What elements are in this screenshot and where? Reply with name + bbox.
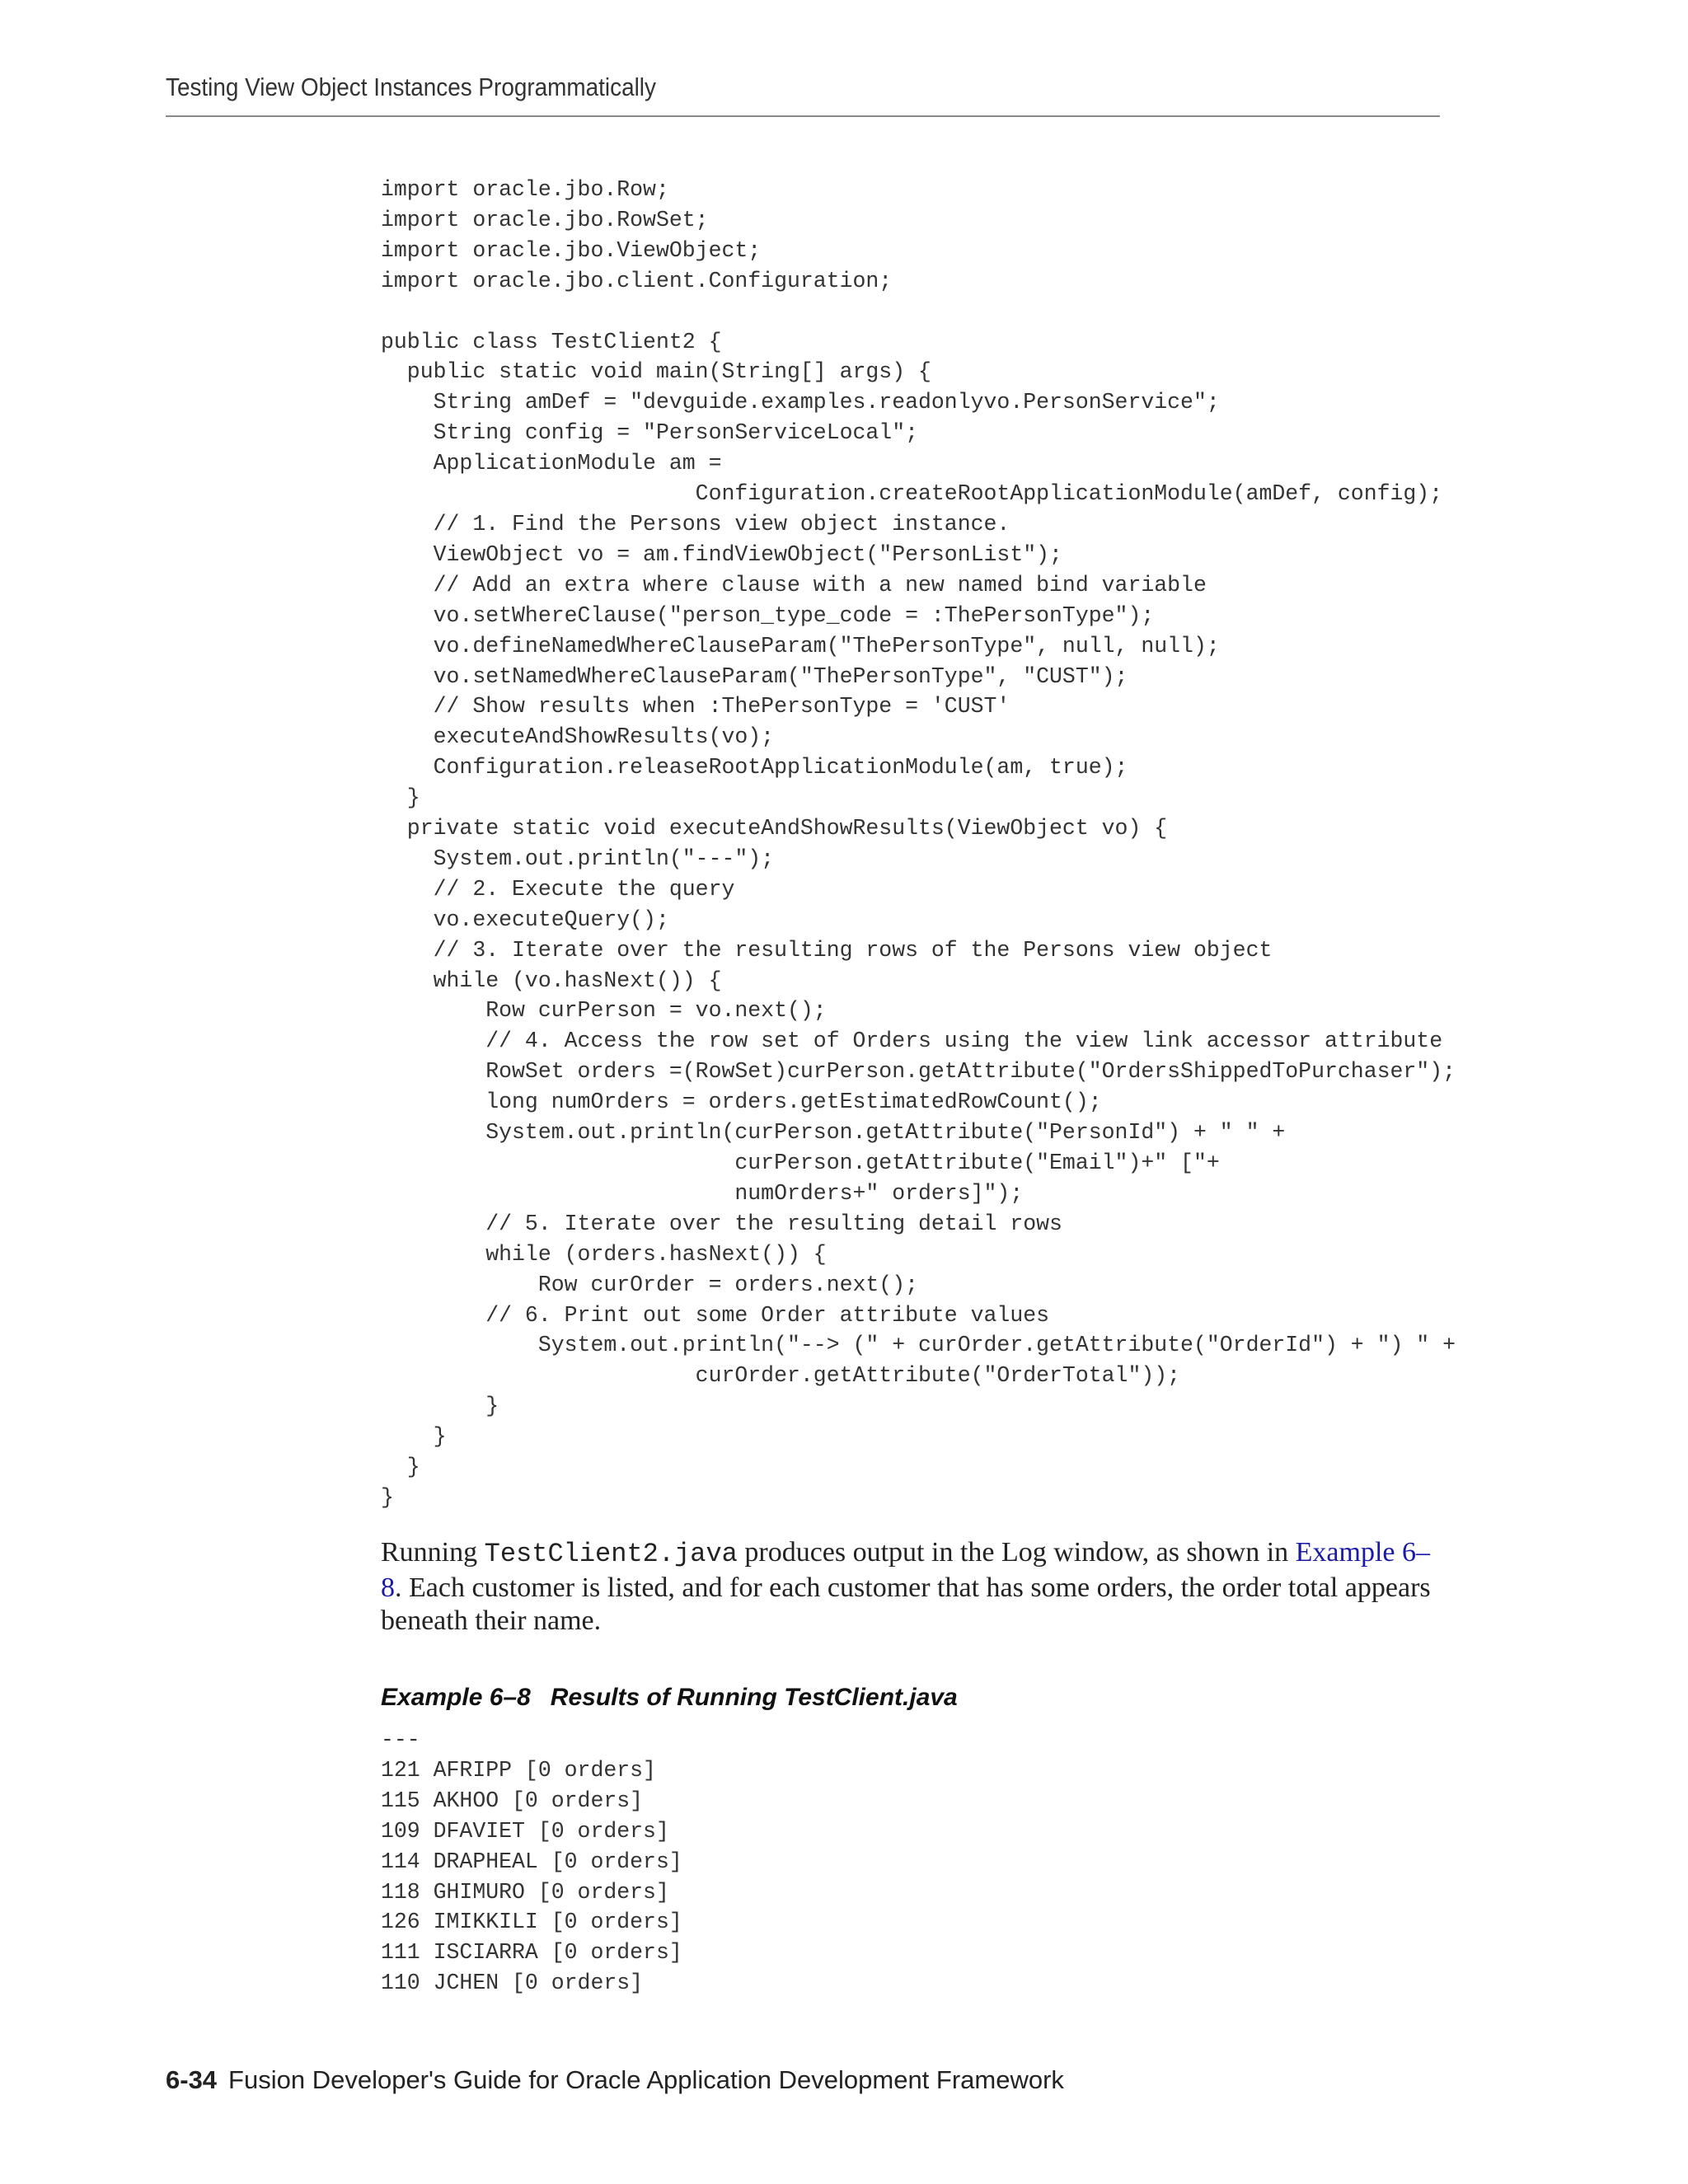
output-line: 115 AKHOO [0 orders]: [381, 1788, 644, 1813]
paragraph-text-after: . Each customer is listed, and for each customer that has some orders, the order total appears beneath their name.: [381, 1572, 1431, 1636]
code-line: // 1. Find the Persons view object instance.: [381, 511, 1010, 537]
code-line: vo.defineNamedWhereClauseParam("ThePersonType", null, null);: [381, 633, 1220, 658]
code-line: Row curPerson = vo.next();: [381, 998, 827, 1024]
output-line: 114 DRAPHEAL [0 orders]: [381, 1849, 682, 1874]
code-line: // 3. Iterate over the resulting rows of the Persons view object: [381, 937, 1273, 963]
code-line: vo.setNamedWhereClauseParam("ThePersonType", "CUST");: [381, 663, 1128, 689]
code-line: import oracle.jbo.ViewObject;: [381, 237, 762, 263]
code-line: import oracle.jbo.Row;: [381, 177, 669, 202]
code-line: while (vo.hasNext()) {: [381, 968, 722, 993]
code-line: // Add an extra where clause with a new named bind variable: [381, 572, 1207, 598]
example-caption: [381, 1684, 958, 1712]
running-header: Testing View Object Instances Programmatically: [166, 73, 656, 101]
code-line: import oracle.jbo.RowSet;: [381, 207, 709, 232]
code-line: RowSet orders =(RowSet)curPerson.getAttribute("OrdersShippedToPurchaser");: [381, 1059, 1456, 1085]
code-line: ViewObject vo = am.findViewObject("PersonList");: [381, 541, 1062, 567]
code-line: // 6. Print out some Order attribute values: [381, 1302, 1050, 1328]
book-title: Fusion Developer's Guide for Oracle Application Development Framework: [228, 2065, 1064, 2094]
example-number: Example 6–8: [381, 1684, 531, 1711]
code-line: // 4. Access the row set of Orders using the view link accessor attribute: [381, 1029, 1443, 1054]
code-line: // 2. Execute the query: [381, 876, 735, 902]
output-line: 111 ISCIARRA [0 orders]: [381, 1940, 682, 1966]
code-line: executeAndShowResults(vo);: [381, 724, 775, 750]
code-listing-output: [381, 1725, 682, 1999]
page-footer: [166, 2065, 1064, 2095]
code-line: public static void main(String[] args) {: [381, 359, 931, 385]
code-line: System.out.println("--> (" + curOrder.getAttribute("OrderId") + ") " +: [381, 1333, 1456, 1358]
paragraph-text-middle: produces output in the Log window, as shown in: [737, 1537, 1296, 1568]
header-rule: [166, 115, 1440, 117]
code-listing-testclient2: [381, 175, 1456, 1513]
code-line: }: [381, 1484, 394, 1510]
output-line: 109 DFAVIET [0 orders]: [381, 1818, 669, 1844]
code-line: }: [381, 1424, 447, 1450]
code-line: curPerson.getAttribute("Email")+" ["+: [381, 1151, 1220, 1175]
output-line: 121 AFRIPP [0 orders]: [381, 1757, 656, 1783]
output-line: 110 JCHEN [0 orders]: [381, 1971, 644, 1996]
code-line: vo.setWhereClause("person_type_code = :ThePersonType");: [381, 602, 1155, 628]
code-line: vo.executeQuery();: [381, 907, 669, 932]
code-line: numOrders+" orders]");: [381, 1180, 1024, 1206]
code-line: private static void executeAndShowResults(ViewObject vo) {: [381, 816, 1168, 841]
code-line: // Show results when :ThePersonType = 'CUST': [381, 694, 1010, 719]
body-paragraph: [381, 1536, 1444, 1638]
code-line: // 5. Iterate over the resulting detail rows: [381, 1211, 1062, 1236]
code-line: }: [381, 1455, 420, 1480]
code-line: System.out.println("---");: [381, 846, 775, 871]
code-line: System.out.println(curPerson.getAttribute("PersonId") + " " +: [381, 1120, 1286, 1146]
output-line: ---: [381, 1727, 420, 1752]
page-number: 6-34: [166, 2065, 218, 2094]
code-line: String config = "PersonServiceLocal";: [381, 420, 919, 446]
example-cross-reference-link[interactable]: Example 6–8: [381, 1537, 1430, 1603]
code-line: curOrder.getAttribute("OrderTotal"));: [381, 1363, 1181, 1389]
code-line: public class TestClient2 {: [381, 329, 722, 354]
code-line: ApplicationModule am =: [381, 451, 722, 476]
output-line: 126 IMIKKILI [0 orders]: [381, 1910, 682, 1935]
code-line: import oracle.jbo.client.Configuration;: [381, 268, 893, 293]
output-line: 118 GHIMURO [0 orders]: [381, 1879, 669, 1905]
code-line: String amDef = "devguide.examples.readonlyvo.PersonService";: [381, 390, 1220, 415]
example-title: Results of Running TestClient.java: [550, 1684, 958, 1711]
code-line: while (orders.hasNext()) {: [381, 1241, 827, 1267]
code-line: }: [381, 785, 420, 811]
code-line: Configuration.releaseRootApplicationModule(am, true);: [381, 755, 1128, 780]
code-line: Row curOrder = orders.next();: [381, 1272, 919, 1297]
code-line: Configuration.createRootApplicationModule(amDef, config);: [381, 481, 1443, 507]
code-line: long numOrders = orders.getEstimatedRowCount();: [381, 1090, 1102, 1115]
paragraph-text-before: Running: [381, 1537, 485, 1568]
code-term: TestClient2.java: [484, 1539, 738, 1569]
code-line: }: [381, 1394, 499, 1419]
